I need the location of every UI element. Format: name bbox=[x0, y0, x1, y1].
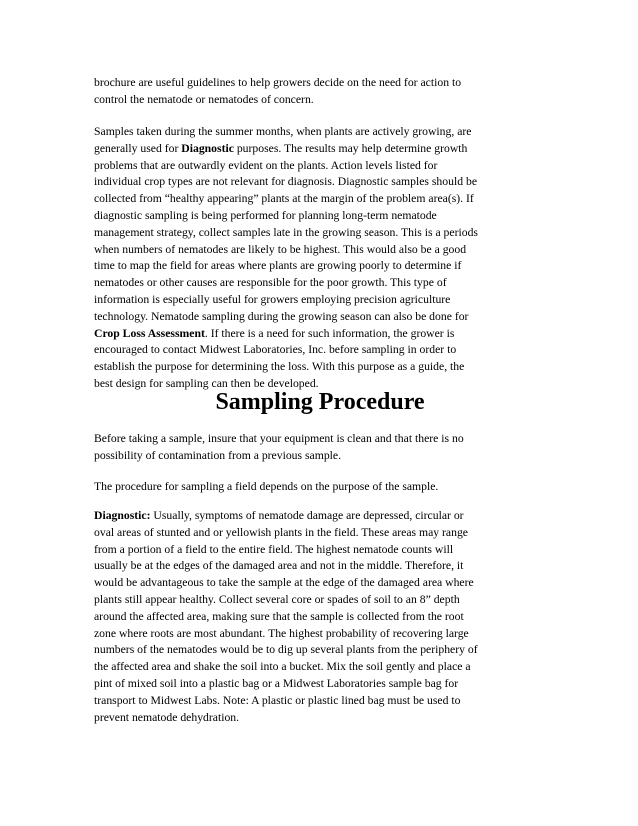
diagnostic-line-1 bbox=[94, 508, 546, 525]
summer-line-14: encouraged to contact Midwest Laboratories, Inc. before sampling in order to bbox=[94, 343, 457, 357]
summer-line-11: information is especially useful for growers employing precision agriculture bbox=[94, 292, 451, 306]
diagnostic-line-11: pint of mixed soil into a plastic bag or a Midwest Laboratories sample bag for bbox=[94, 676, 459, 690]
diagnostic-line-10: the affected area and shake the soil into a bucket. Mix the soil gently and place a bbox=[94, 660, 471, 674]
procedure-paragraph bbox=[94, 479, 546, 496]
before-line-2: possibility of contamination from a previous sample. bbox=[94, 448, 342, 462]
summer-line-13-rest: . If there is a need for such information, the grower is bbox=[204, 326, 455, 340]
summer-line-2-text: generally used for bbox=[94, 141, 182, 155]
summer-sampling-paragraph bbox=[94, 124, 546, 393]
summer-line-1: Samples taken during the summer months, when plants are actively growing, are bbox=[94, 125, 472, 138]
diagnostic-line-13: prevent nematode dehydration. bbox=[94, 710, 240, 724]
summer-line-7: management strategy, collect samples late in the growing season. This is a periods bbox=[94, 225, 478, 239]
before-sampling-paragraph bbox=[94, 431, 546, 465]
summer-line-10: nematodes or other causes are responsible for the poor growth. This type of bbox=[94, 276, 447, 290]
summer-line-6: diagnostic sampling is being performed for planning long-term nematode bbox=[94, 208, 437, 222]
summer-line-2-rest: purposes. The results may help determine growth bbox=[233, 141, 468, 155]
diagnostic-line-7: around the affected area, making sure that the sample is collected from the root bbox=[94, 609, 464, 623]
diagnostic-line-6: plants still appear healthy. Collect several core or spades of soil to an 8” depth bbox=[94, 592, 460, 606]
summer-line-16: best design for sampling can then be developed. bbox=[94, 376, 319, 390]
diagnostic-line-4: usually be at the edges of the damaged area and not in the middle. Therefore, it bbox=[94, 559, 464, 573]
intro-line-2: control the nematode or nematodes of concern. bbox=[94, 92, 314, 106]
summer-line-4: individual crop types are not relevant for diagnosis. Diagnostic samples should be bbox=[94, 175, 478, 189]
diagnostic-line-1-rest: Usually, symptoms of nematode damage are depressed, circular or bbox=[150, 509, 464, 522]
diagnostic-term: Diagnostic bbox=[181, 141, 234, 155]
diagnostic-line-2: oval areas of stunted and or yellowish plants in the field. These areas may range bbox=[94, 525, 468, 539]
diagnostic-label: Diagnostic: bbox=[94, 509, 151, 522]
diagnostic-line-3: from a portion of a field to the entire field. The highest nematode counts will bbox=[94, 542, 454, 556]
intro-line-1: brochure are useful guidelines to help growers decide on the need for action to bbox=[94, 76, 462, 89]
diagnostic-line-12: transport to Midwest Labs. Note: A plastic or plastic lined bag must be used to bbox=[94, 693, 461, 707]
summer-line-12: technology. Nematode sampling during the growing season can also be done for bbox=[94, 309, 469, 323]
section-heading: Sampling Procedure bbox=[215, 389, 425, 415]
summer-line-13 bbox=[94, 326, 546, 343]
diagnostic-line-5: would be advantageous to take the sample at the edge of the damaged area where bbox=[94, 576, 474, 590]
diagnostic-line-8: zone where roots are most abundant. The highest probability of recovering large bbox=[94, 626, 469, 640]
summer-line-5: collected from “healthy appearing” plants at the margin of the problem area(s). If bbox=[94, 192, 474, 206]
crop-loss-assessment-term: Crop Loss Assessment bbox=[94, 326, 205, 340]
before-line-1: Before taking a sample, insure that your equipment is clean and that there is no bbox=[94, 432, 464, 445]
summer-line-2 bbox=[94, 141, 546, 158]
procedure-line: The procedure for sampling a field depends on the purpose of the sample. bbox=[94, 480, 439, 493]
summer-line-15: establish the purpose for determining the loss. With this purpose as a guide, the bbox=[94, 360, 465, 374]
diagnostic-paragraph bbox=[94, 508, 546, 726]
summer-line-9: time to map the field for areas where plants are growing poorly to determine if bbox=[94, 259, 462, 273]
diagnostic-line-9: numbers of the nematodes would be to dig up several plants from the periphery of bbox=[94, 643, 478, 657]
intro-paragraph bbox=[94, 75, 546, 109]
summer-line-3: problems that are outwardly evident on the plants. Action levels listed for bbox=[94, 158, 438, 172]
summer-line-8: when numbers of nematodes are likely to be highest. This would also be a good bbox=[94, 242, 467, 256]
